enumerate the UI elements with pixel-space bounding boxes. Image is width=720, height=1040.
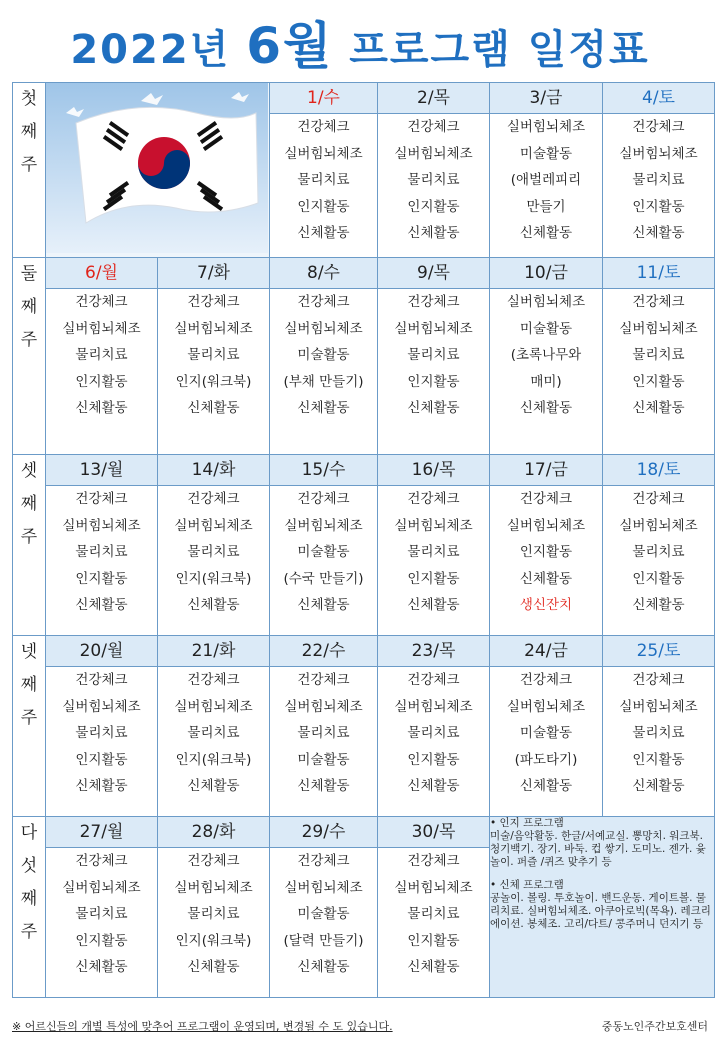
- activity-item: 인지활동: [632, 198, 685, 215]
- activity-item: 인지활동: [407, 570, 460, 587]
- day-header: 3/금: [490, 83, 603, 114]
- activity-item: 건강체크: [75, 853, 128, 869]
- day-header: 11/토: [603, 258, 715, 289]
- day-header: 17/금: [490, 455, 603, 486]
- activity-item: 실버힘뇌체조: [506, 698, 586, 715]
- activity-item: 건강체크: [187, 491, 240, 507]
- activity-item: 건강체크: [632, 491, 685, 507]
- day-activities: [46, 848, 158, 998]
- day-activities: [490, 486, 603, 636]
- activity-item: 인지활동: [75, 373, 128, 390]
- footer-center-name: 중동노인주간보호센터: [601, 1020, 708, 1033]
- day-header: 30/목: [378, 817, 490, 848]
- week-label: [13, 817, 46, 998]
- activity-item: 신체활동: [187, 597, 240, 613]
- activity-item: 건강체크: [297, 491, 350, 507]
- day-header: 8/수: [270, 258, 378, 289]
- activity-item: 물리치료: [187, 544, 240, 560]
- activity-item: 실버힘뇌체조: [506, 294, 586, 310]
- activity-item: 미술활동: [519, 320, 573, 337]
- day-activities: [158, 848, 270, 998]
- physical-text: 공놀이. 볼링. 투호놀이. 밴드운동. 게이트볼. 물리치료. 실버힘뇌체조. 아쿠아로빅(목욕). 레크리에이션. 봉체조. 고리/다트/ 콩주머니 던지기 등: [490, 892, 711, 930]
- title-suffix: 프로그램 일정표: [333, 27, 650, 73]
- day-activities: [270, 667, 378, 817]
- day-header: 4/토: [603, 83, 715, 114]
- day-header: 22/수: [270, 636, 378, 667]
- activity-item: 미술활동: [297, 751, 350, 768]
- activity-item: 물리치료: [75, 725, 128, 741]
- activity-item: 건강체크: [407, 491, 460, 507]
- day-header: 9/목: [378, 258, 490, 289]
- day-header: 13/월: [46, 455, 158, 486]
- activity-item: 실버힘뇌체조: [174, 698, 253, 715]
- physical-title: • 신체 프로그램: [490, 879, 564, 891]
- activity-item: 물리치료: [75, 906, 128, 922]
- day-activities: [603, 289, 715, 455]
- activity-item: 미술활동: [297, 347, 350, 363]
- activity-item: 건강체크: [632, 294, 685, 310]
- activity-item: 실버힘뇌체조: [284, 145, 363, 162]
- activity-item: 물리치료: [407, 725, 460, 741]
- activity-item: (수국 만들기): [283, 570, 364, 587]
- activity-item: 물리치료: [187, 725, 240, 741]
- day-activities: [378, 848, 490, 998]
- week-label-text: 둘째주: [20, 264, 38, 350]
- activity-item: 실버힘뇌체조: [394, 517, 473, 534]
- activity-item: 실버힘뇌체조: [506, 517, 586, 534]
- day-activities: [378, 289, 490, 455]
- activity-item: 건강체크: [407, 853, 460, 869]
- activity-item: 신체활동: [519, 778, 573, 794]
- activity-item: 신체활동: [75, 400, 128, 416]
- activity-item: 실버힘뇌체조: [62, 879, 141, 896]
- activity-item: 신체활동: [297, 400, 350, 416]
- activity-item: 실버힘뇌체조: [394, 698, 473, 715]
- day-header: 28/화: [158, 817, 270, 848]
- day-header: 20/월: [46, 636, 158, 667]
- activity-item: 신체활동: [75, 597, 128, 613]
- program-notes: [490, 817, 715, 998]
- activity-item: 신체활동: [632, 400, 685, 416]
- activity-item: 신체활동: [407, 225, 460, 242]
- activity-item: 실버힘뇌체조: [284, 698, 363, 715]
- week-label: [13, 83, 46, 258]
- activity-item: 신체활동: [407, 597, 460, 613]
- activity-item: 신체활동: [519, 400, 573, 416]
- activity-item: 신체활동: [187, 400, 240, 416]
- activity-item: 실버힘뇌체조: [174, 517, 253, 534]
- activity-item: 실버힘뇌체조: [284, 517, 363, 534]
- activity-item: (달력 만들기): [283, 932, 364, 949]
- week-label-text: 다섯째주: [20, 823, 38, 942]
- page-title: [0, 6, 720, 78]
- day-activities: [46, 486, 158, 636]
- day-header: 6/월: [46, 258, 158, 289]
- activity-item: 실버힘뇌체조: [62, 698, 141, 715]
- day-header: 25/토: [603, 636, 715, 667]
- activity-item: 물리치료: [297, 172, 350, 189]
- day-header: 16/목: [378, 455, 490, 486]
- day-header: 23/목: [378, 636, 490, 667]
- activity-item: 신체활동: [407, 778, 460, 794]
- activity-item: 물리치료: [407, 172, 460, 189]
- activity-item: 건강체크: [632, 119, 685, 136]
- day-activities: [270, 848, 378, 998]
- activity-item: 신체활동: [297, 597, 350, 613]
- cognitive-text: 미술/음악활동. 한글/서예교실. 뽕망치. 워크북. 청기백기. 장기. 바둑. 컵 쌓기. 도미노. 젠가. 윷놀이. 퍼즐 /퀴즈 맞추기 등: [490, 830, 706, 868]
- day-header: 27/월: [46, 817, 158, 848]
- activity-item: (애벌레피리: [510, 172, 582, 189]
- day-activities: [46, 667, 158, 817]
- activity-item: 물리치료: [75, 347, 128, 363]
- day-header: 29/수: [270, 817, 378, 848]
- day-activities: [46, 289, 158, 455]
- activity-item: 건강체크: [297, 119, 350, 136]
- activity-item: 인지(워크북): [175, 932, 252, 949]
- activity-item: 인지(워크북): [175, 751, 252, 768]
- day-header: 15/수: [270, 455, 378, 486]
- activity-item: 신체활동: [519, 570, 573, 587]
- activity-item: 물리치료: [407, 544, 460, 560]
- activity-item: 실버힘뇌체조: [62, 320, 141, 337]
- activity-item: 인지활동: [632, 751, 685, 768]
- activity-item: 인지활동: [75, 751, 128, 768]
- activity-item: 건강체크: [75, 294, 128, 310]
- activity-item: 신체활동: [407, 959, 460, 975]
- flag-illustration: [46, 83, 268, 253]
- activity-item: 실버힘뇌체조: [284, 879, 363, 896]
- day-activities: [490, 667, 603, 817]
- activity-item: 미술활동: [519, 145, 573, 162]
- activity-item: 실버힘뇌체조: [619, 517, 698, 534]
- activity-item: 물리치료: [632, 544, 685, 560]
- activity-item: 실버힘뇌체조: [394, 145, 473, 162]
- day-header: 14/화: [158, 455, 270, 486]
- activity-item: 인지활동: [407, 198, 460, 215]
- activity-item: 인지(워크북): [175, 570, 252, 587]
- activity-item: 신체활동: [632, 778, 685, 794]
- day-activities: [378, 667, 490, 817]
- activity-item: 건강체크: [519, 672, 573, 688]
- activity-item: 건강체크: [187, 294, 240, 310]
- activity-item: 신체활동: [187, 959, 240, 975]
- activity-item: 미술활동: [297, 906, 350, 922]
- day-activities: [490, 114, 603, 258]
- activity-item: 건강체크: [297, 294, 350, 310]
- activity-item: 신체활동: [297, 959, 350, 975]
- activity-item: 인지(워크북): [175, 373, 252, 390]
- week-label: [13, 258, 46, 455]
- activity-item: 인지활동: [632, 373, 685, 390]
- title-month: 6월: [246, 17, 334, 75]
- activity-item: 신체활동: [632, 225, 685, 242]
- activity-item: 인지활동: [632, 570, 685, 587]
- title-prefix: 2022년: [70, 27, 247, 73]
- activity-item: 건강체크: [187, 672, 240, 688]
- activity-item: 물리치료: [632, 172, 685, 189]
- day-activities: [158, 486, 270, 636]
- day-activities: [603, 667, 715, 817]
- day-header: 1/수: [270, 83, 378, 114]
- week-label-text: 넷째주: [20, 642, 38, 728]
- day-activities: [158, 289, 270, 455]
- day-activities: [270, 114, 378, 258]
- activity-item: 신체활동: [75, 778, 128, 794]
- week-label-text: 첫째주: [20, 89, 38, 175]
- day-header: 2/목: [378, 83, 490, 114]
- activity-item: 인지활동: [297, 198, 350, 215]
- activity-item: 물리치료: [187, 347, 240, 363]
- footer-note: ※ 어르신들의 개별 특성에 맞추어 프로그램이 운영되며, 변경될 수 도 있습니다.: [12, 1020, 393, 1033]
- day-activities: [490, 289, 603, 455]
- day-activities: [270, 289, 378, 455]
- activity-item: 매미): [530, 373, 562, 390]
- activity-item: 인지활동: [407, 751, 460, 768]
- activity-item: 건강체크: [297, 672, 350, 688]
- activity-item: 건강체크: [75, 491, 128, 507]
- cognitive-title: • 인지 프로그램: [490, 817, 564, 829]
- activity-item: 인지활동: [75, 570, 128, 587]
- activity-item: 신체활동: [632, 597, 685, 613]
- korean-flag-image: [46, 83, 270, 258]
- activity-item: 미술활동: [297, 544, 350, 560]
- activity-item: 실버힘뇌체조: [174, 879, 253, 896]
- activity-item: 인지활동: [75, 932, 128, 949]
- week-label: [13, 455, 46, 636]
- activity-item: 미술활동: [519, 725, 573, 741]
- activity-item: 건강체크: [407, 672, 460, 688]
- activity-item: 실버힘뇌체조: [284, 320, 363, 337]
- activity-item: 신체활동: [519, 225, 573, 242]
- activity-item: 물리치료: [407, 906, 460, 922]
- day-activities: [378, 114, 490, 258]
- activity-item: 물리치료: [297, 725, 350, 741]
- activity-item: 물리치료: [407, 347, 460, 363]
- day-activities: [158, 667, 270, 817]
- activity-item: 인지활동: [407, 932, 460, 949]
- activity-item: 신체활동: [187, 778, 240, 794]
- day-header: 7/화: [158, 258, 270, 289]
- activity-item: 건강체크: [297, 853, 350, 869]
- activity-item: 건강체크: [407, 119, 460, 136]
- week-label: [13, 636, 46, 817]
- activity-item: (부채 만들기): [283, 373, 364, 390]
- activity-item: (파도타기): [514, 751, 578, 768]
- activity-item: 인지활동: [407, 373, 460, 390]
- activity-item: (초록나무와: [510, 347, 582, 363]
- activity-item: 실버힘뇌체조: [619, 320, 698, 337]
- activity-item: 신체활동: [297, 778, 350, 794]
- activity-item: 인지활동: [519, 544, 573, 560]
- activity-item: 물리치료: [187, 906, 240, 922]
- activity-item: 생신잔치: [519, 597, 573, 613]
- activity-item: 신체활동: [75, 959, 128, 975]
- activity-item: 물리치료: [632, 725, 685, 741]
- activity-item: 실버힘뇌체조: [174, 320, 253, 337]
- activity-item: 물리치료: [75, 544, 128, 560]
- activity-item: 신체활동: [407, 400, 460, 416]
- activity-item: 만들기: [526, 198, 566, 215]
- activity-item: 건강체크: [632, 672, 685, 688]
- week-label-text: 셋째주: [20, 461, 38, 547]
- activity-item: 실버힘뇌체조: [62, 517, 141, 534]
- activity-item: 건강체크: [519, 491, 573, 507]
- day-header: 24/금: [490, 636, 603, 667]
- day-header: 18/토: [603, 455, 715, 486]
- activity-item: 실버힘뇌체조: [394, 879, 473, 896]
- day-activities: [603, 486, 715, 636]
- day-header: 21/화: [158, 636, 270, 667]
- activity-item: 건강체크: [407, 294, 460, 310]
- day-header: 10/금: [490, 258, 603, 289]
- activity-item: 건강체크: [75, 672, 128, 688]
- activity-item: 실버힘뇌체조: [394, 320, 473, 337]
- schedule-table: [12, 82, 715, 998]
- activity-item: 실버힘뇌체조: [506, 119, 586, 136]
- activity-item: 물리치료: [632, 347, 685, 363]
- activity-item: 실버힘뇌체조: [619, 698, 698, 715]
- day-activities: [270, 486, 378, 636]
- day-activities: [603, 114, 715, 258]
- day-activities: [378, 486, 490, 636]
- activity-item: 실버힘뇌체조: [619, 145, 698, 162]
- activity-item: 신체활동: [297, 225, 350, 242]
- activity-item: 건강체크: [187, 853, 240, 869]
